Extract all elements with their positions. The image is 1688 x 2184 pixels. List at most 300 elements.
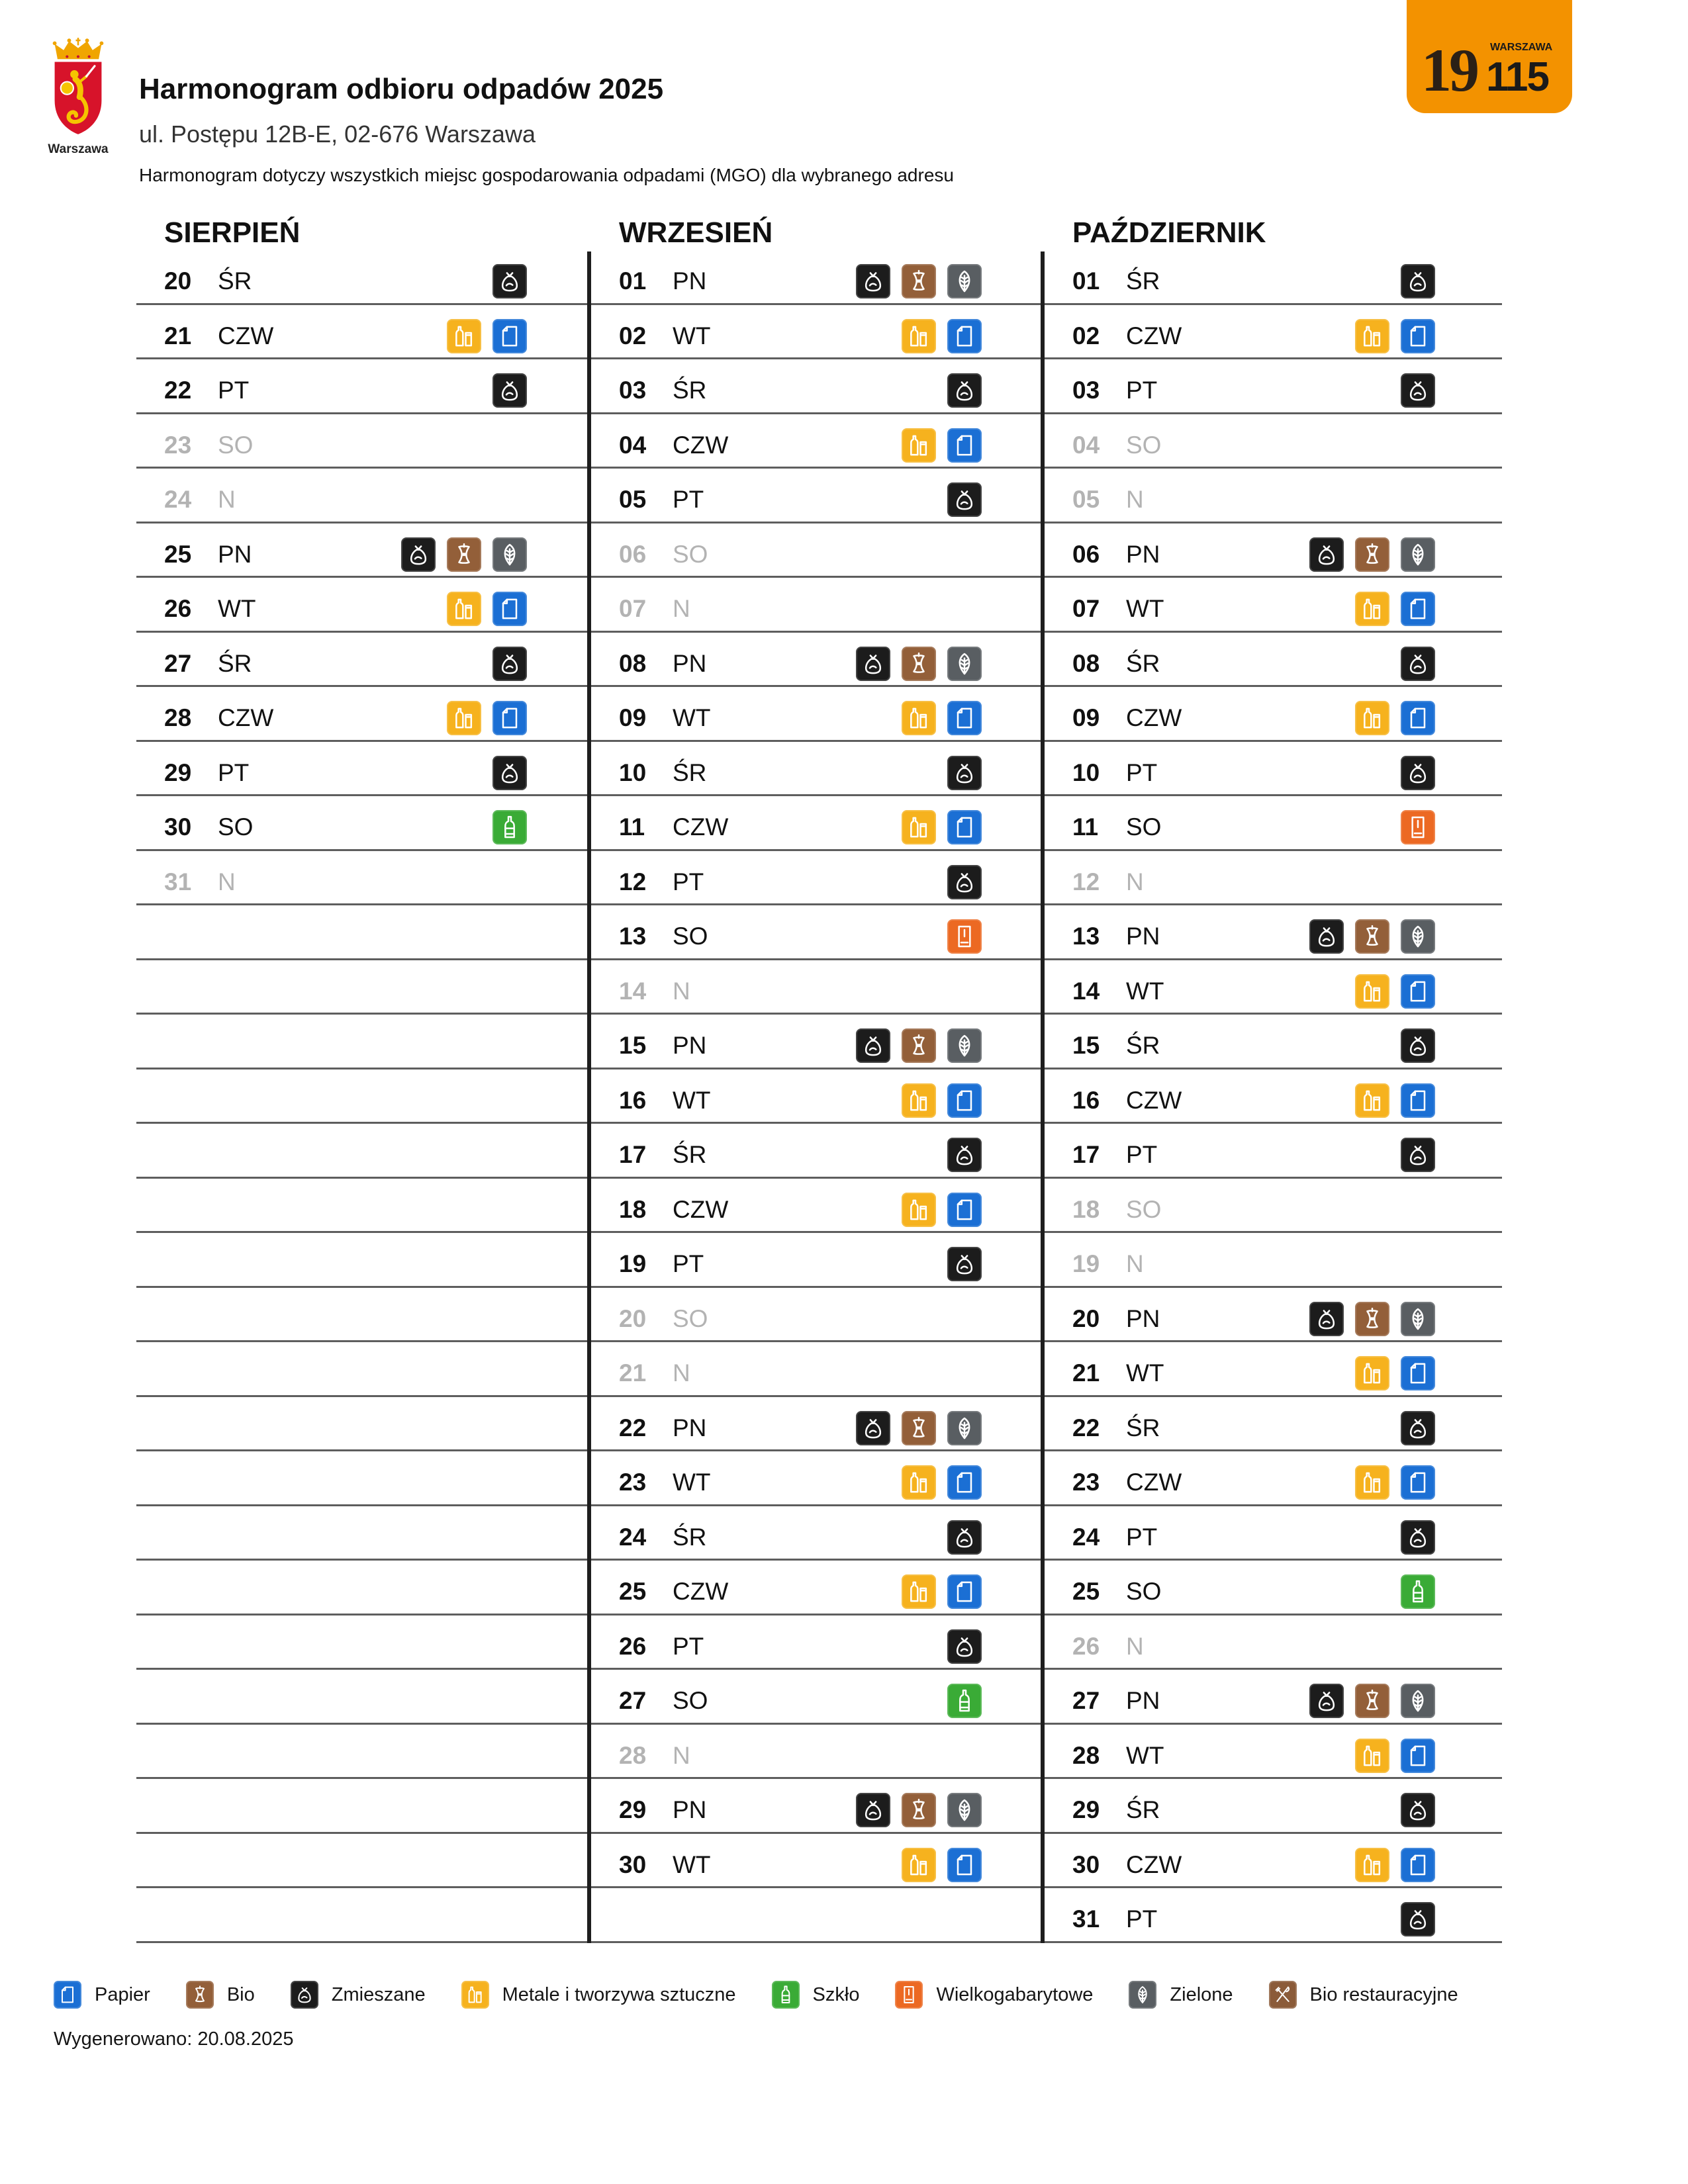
legend-item — [1129, 1981, 1233, 2009]
legend-item — [291, 1981, 426, 2009]
weekday-label: ŚR — [218, 649, 252, 677]
day-row — [1045, 1015, 1502, 1069]
day-number: 05 — [1072, 486, 1100, 513]
day-number: 27 — [1072, 1687, 1100, 1714]
collection-icons — [1045, 537, 1435, 572]
weekday-label: N — [1126, 868, 1144, 895]
weekday-label: SO — [673, 923, 708, 950]
badge-prefix: 19 — [1421, 36, 1477, 104]
day-row — [1045, 469, 1502, 523]
leaf-icon — [1129, 1981, 1156, 2009]
weekday-label: SO — [1126, 1578, 1162, 1605]
empty-row — [136, 1888, 588, 1943]
column-divider — [587, 251, 591, 1943]
day-number: 23 — [619, 1469, 647, 1496]
legend-label: Bio — [226, 1984, 255, 2005]
day-number: 01 — [619, 267, 647, 295]
weekday-label: WT — [1126, 595, 1164, 622]
empty-row — [136, 1124, 588, 1179]
paper-sheet-icon — [947, 1193, 982, 1227]
weekday-label: WT — [1126, 977, 1164, 1005]
day-row — [591, 1179, 1041, 1234]
bottle-and-can-icon — [902, 1083, 936, 1118]
bottle-and-can-icon — [447, 319, 481, 353]
trash-bag-icon — [856, 647, 890, 681]
day-number: 20 — [619, 1304, 647, 1332]
bottle-and-can-icon — [1355, 974, 1389, 1009]
address: ul. Postępu 12B-E, 02-676 Warszawa — [139, 120, 536, 148]
apple-core-icon — [1355, 1684, 1389, 1718]
day-row — [136, 359, 588, 414]
collection-icons — [1045, 756, 1435, 790]
day-number: 18 — [619, 1195, 647, 1223]
day-number: 30 — [164, 813, 192, 841]
weekday-label: N — [673, 977, 690, 1005]
day-row — [1045, 905, 1502, 960]
empty-row — [136, 1233, 588, 1288]
weekday-label: PN — [673, 267, 707, 295]
weekday-label: PT — [1126, 758, 1158, 786]
day-row — [591, 1124, 1041, 1179]
trash-bag-icon — [1401, 264, 1435, 298]
weekday-label: WT — [673, 1469, 711, 1496]
day-number: 25 — [619, 1578, 647, 1605]
paper-sheet-icon — [947, 1574, 982, 1609]
paper-sheet-icon — [947, 810, 982, 844]
waste-type-legend — [54, 1981, 1458, 2009]
day-list — [1045, 250, 1502, 1943]
empty-row — [136, 1342, 588, 1397]
trash-bag-icon — [1309, 1302, 1344, 1336]
collection-icons — [1045, 810, 1435, 844]
weekday-label: CZW — [1126, 322, 1182, 349]
day-row — [1045, 687, 1502, 742]
day-row — [591, 960, 1041, 1015]
weekday-label: PT — [1126, 377, 1158, 404]
day-row — [1045, 1506, 1502, 1561]
weekday-label: CZW — [673, 431, 729, 459]
weekday-label: ŚR — [1126, 1414, 1160, 1441]
legend-item — [186, 1981, 255, 2009]
day-row — [1045, 1342, 1502, 1397]
day-number: 18 — [1072, 1195, 1100, 1223]
bottle-and-can-icon — [1355, 701, 1389, 735]
day-number: 31 — [164, 868, 192, 895]
trash-bag-icon — [401, 537, 436, 572]
collection-icons — [591, 756, 982, 790]
day-row — [1045, 1888, 1502, 1943]
collection-icons — [591, 1793, 982, 1827]
paper-sheet-icon — [1401, 592, 1435, 626]
weekday-label: PT — [673, 486, 704, 513]
schedule-note: Harmonogram dotyczy wszystkich miejsc gospodarowania odpadami (MGO) dla wybranego adresu — [139, 165, 954, 185]
paper-sheet-icon — [1401, 701, 1435, 735]
wardrobe-icon — [895, 1981, 923, 2009]
weekday-label: CZW — [218, 704, 274, 731]
bottle-and-can-icon — [1355, 1739, 1389, 1773]
paper-sheet-icon — [947, 428, 982, 463]
paper-sheet-icon — [947, 1465, 982, 1500]
day-row — [591, 578, 1041, 633]
trash-bag-icon — [492, 264, 527, 298]
day-number: 16 — [619, 1086, 647, 1114]
day-row — [1045, 1233, 1502, 1288]
month-column-wrzesien — [591, 205, 1041, 1943]
day-row — [591, 1451, 1041, 1506]
empty-row — [136, 1451, 588, 1506]
collection-icons — [591, 865, 982, 899]
day-number: 24 — [619, 1523, 647, 1551]
day-row — [136, 687, 588, 742]
collection-icons — [1045, 1574, 1435, 1609]
day-row — [1045, 523, 1502, 578]
day-number: 30 — [619, 1850, 647, 1878]
apple-core-icon — [902, 1411, 936, 1445]
weekday-label: PN — [1126, 540, 1160, 568]
trash-bag-icon — [947, 1247, 982, 1281]
collection-icons — [591, 1574, 982, 1609]
collection-icons — [1045, 373, 1435, 408]
bottle-and-can-icon — [1355, 1356, 1389, 1390]
collection-icons — [1045, 1411, 1435, 1445]
empty-row — [136, 1179, 588, 1234]
bottle-and-can-icon — [902, 1193, 936, 1227]
day-row — [1045, 359, 1502, 414]
bottle-and-can-icon — [1355, 592, 1389, 626]
bottle-and-can-icon — [902, 1465, 936, 1500]
day-number: 20 — [1072, 1304, 1100, 1332]
day-row — [591, 851, 1041, 906]
collection-icons — [591, 428, 982, 463]
weekday-label: CZW — [673, 1578, 729, 1605]
day-row — [1045, 1451, 1502, 1506]
day-row — [1045, 1834, 1502, 1889]
legend-item — [772, 1981, 860, 2009]
bottle-and-can-icon — [902, 428, 936, 463]
day-row — [591, 1779, 1041, 1834]
month-column-pazdziernik — [1045, 205, 1502, 1943]
warsaw-coat-of-arms-logo — [46, 37, 110, 156]
day-row — [136, 742, 588, 797]
day-number: 19 — [619, 1250, 647, 1277]
paper-sheet-icon — [1401, 1848, 1435, 1882]
weekday-label: PN — [1126, 923, 1160, 950]
weekday-label: ŚR — [1126, 1032, 1160, 1059]
trash-bag-icon — [1401, 373, 1435, 408]
day-number: 21 — [164, 322, 192, 349]
leaf-icon — [947, 1411, 982, 1445]
weekday-label: PN — [218, 540, 252, 568]
day-row — [1045, 414, 1502, 469]
collection-icons — [1045, 1465, 1435, 1500]
apple-core-icon — [186, 1981, 214, 2009]
collection-icons — [1045, 1848, 1435, 1882]
day-number: 14 — [1072, 977, 1100, 1005]
day-number: 13 — [619, 923, 647, 950]
empty-row — [136, 1670, 588, 1725]
trash-bag-icon — [856, 264, 890, 298]
collection-icons — [591, 1193, 982, 1227]
collection-icons — [1045, 1356, 1435, 1390]
day-number: 10 — [619, 758, 647, 786]
collection-icons — [591, 482, 982, 517]
day-number: 02 — [1072, 322, 1100, 349]
collection-icons — [1045, 319, 1435, 353]
trash-bag-icon — [947, 1629, 982, 1664]
weekday-label: CZW — [1126, 1850, 1182, 1878]
apple-core-icon — [1355, 537, 1389, 572]
empty-row — [136, 905, 588, 960]
weekday-label: WT — [673, 322, 711, 349]
day-number: 26 — [1072, 1632, 1100, 1660]
collection-icons — [1045, 1520, 1435, 1555]
paper-sheet-icon — [492, 701, 527, 735]
day-row — [591, 1397, 1041, 1452]
day-number: 09 — [619, 704, 647, 731]
collection-icons — [1045, 1083, 1435, 1118]
day-number: 11 — [1072, 813, 1099, 841]
day-number: 30 — [1072, 1850, 1100, 1878]
day-row — [591, 359, 1041, 414]
weekday-label: SO — [673, 1304, 708, 1332]
bottle-and-can-icon — [1355, 319, 1389, 353]
weekday-label: ŚR — [673, 758, 707, 786]
weekday-label: PT — [1126, 1905, 1158, 1933]
empty-row — [136, 1288, 588, 1343]
weekday-label: ŚR — [1126, 267, 1160, 295]
empty-row — [136, 1561, 588, 1615]
trash-bag-icon — [947, 865, 982, 899]
day-row — [591, 469, 1041, 523]
weekday-label: PT — [673, 1632, 704, 1660]
collection-icons — [136, 647, 527, 681]
apple-core-icon — [902, 264, 936, 298]
legend-label: Wielkogabarytowe — [936, 1984, 1094, 2005]
day-number: 05 — [619, 486, 647, 513]
apple-core-icon — [447, 537, 481, 572]
day-row — [591, 1561, 1041, 1615]
collection-icons — [591, 1411, 982, 1445]
day-number: 03 — [1072, 377, 1100, 404]
month-header: SIERPIEŃ — [164, 216, 301, 249]
empty-row — [136, 1506, 588, 1561]
day-row — [591, 905, 1041, 960]
weekday-label: N — [218, 868, 236, 895]
weekday-label: PN — [1126, 1304, 1160, 1332]
empty-row — [136, 1834, 588, 1889]
trash-bag-icon — [291, 1981, 318, 2009]
day-number: 12 — [1072, 868, 1100, 895]
legend-item — [461, 1981, 736, 2009]
collection-icons — [591, 1247, 982, 1281]
empty-row — [591, 1888, 1041, 1943]
day-number: 17 — [1072, 1141, 1100, 1168]
mermaid-crest-icon — [49, 37, 107, 136]
trash-bag-icon — [1309, 919, 1344, 954]
day-number: 27 — [164, 649, 192, 677]
legend-item — [895, 1981, 1093, 2009]
weekday-label: PN — [673, 1032, 707, 1059]
day-number: 27 — [619, 1687, 647, 1714]
collection-icons — [591, 1465, 982, 1500]
day-number: 08 — [1072, 649, 1100, 677]
trash-bag-icon — [1401, 1793, 1435, 1827]
day-row — [591, 742, 1041, 797]
day-row — [136, 250, 588, 305]
collection-icons — [136, 701, 527, 735]
weekday-label: N — [673, 1359, 690, 1387]
collection-icons — [591, 1629, 982, 1664]
collection-icons — [591, 1848, 982, 1882]
legend-label: Metale i tworzywa sztuczne — [502, 1984, 736, 2005]
collection-icons — [136, 319, 527, 353]
bottle-and-can-icon — [902, 1848, 936, 1882]
day-list — [136, 250, 588, 1943]
day-number: 19 — [1072, 1250, 1100, 1277]
day-number: 07 — [619, 595, 647, 622]
day-row — [591, 523, 1041, 578]
weekday-label: WT — [1126, 1359, 1164, 1387]
generated-date: Wygenerowano: 20.08.2025 — [54, 2028, 294, 2050]
paper-sheet-icon — [1401, 1356, 1435, 1390]
legend-label: Bio restauracyjne — [1309, 1984, 1458, 2005]
bottle-and-can-icon — [1355, 1848, 1389, 1882]
trash-bag-icon — [856, 1028, 890, 1063]
weekday-label: ŚR — [673, 377, 707, 404]
weekday-label: WT — [673, 704, 711, 731]
day-row — [591, 1069, 1041, 1124]
weekday-label: SO — [673, 540, 708, 568]
day-row — [1045, 1069, 1502, 1124]
weekday-label: WT — [218, 595, 256, 622]
logo-text: Warszawa — [48, 142, 109, 156]
day-number: 02 — [619, 322, 647, 349]
collection-icons — [1045, 974, 1435, 1009]
leaf-icon — [947, 1028, 982, 1063]
weekday-label: SO — [1126, 813, 1162, 841]
paper-sheet-icon — [492, 319, 527, 353]
day-row — [591, 1615, 1041, 1670]
day-number: 22 — [164, 377, 192, 404]
weekday-label: PN — [673, 649, 707, 677]
fork-and-knife-icon — [1269, 1981, 1297, 2009]
collection-icons — [591, 319, 982, 353]
legend-label: Szkło — [812, 1984, 860, 2005]
collection-icons — [1045, 919, 1435, 954]
trash-bag-icon — [947, 756, 982, 790]
warszawa-19115-badge — [1407, 0, 1572, 113]
day-row — [1045, 1779, 1502, 1834]
day-number: 25 — [164, 540, 192, 568]
day-row — [591, 414, 1041, 469]
weekday-label: N — [673, 595, 690, 622]
bottle-and-can-icon — [461, 1981, 489, 2009]
trash-bag-icon — [856, 1793, 890, 1827]
day-number: 12 — [619, 868, 647, 895]
day-number: 29 — [164, 758, 192, 786]
day-number: 21 — [1072, 1359, 1100, 1387]
empty-row — [136, 1015, 588, 1069]
collection-icons — [1045, 1302, 1435, 1336]
badge-label: WARSZAWA — [1490, 42, 1553, 53]
trash-bag-icon — [492, 756, 527, 790]
collection-icons — [136, 592, 527, 626]
leaf-icon — [1401, 1302, 1435, 1336]
collection-icons — [591, 701, 982, 735]
paper-sheet-icon — [947, 319, 982, 353]
weekday-label: ŚR — [673, 1523, 707, 1551]
day-number: 03 — [619, 377, 647, 404]
collection-icons — [1045, 1028, 1435, 1063]
day-row — [1045, 578, 1502, 633]
bottle-and-can-icon — [902, 1574, 936, 1609]
wardrobe-icon — [947, 919, 982, 954]
day-row — [591, 1670, 1041, 1725]
bottle-and-can-icon — [447, 592, 481, 626]
day-row — [1045, 851, 1502, 906]
day-row — [1045, 1615, 1502, 1670]
page-title: Harmonogram odbioru odpadów 2025 — [139, 73, 664, 105]
weekday-label: SO — [1126, 1195, 1162, 1223]
trash-bag-icon — [1401, 756, 1435, 790]
trash-bag-icon — [1401, 1520, 1435, 1555]
day-row — [136, 305, 588, 360]
collection-icons — [1045, 701, 1435, 735]
bottle-and-can-icon — [1355, 1083, 1389, 1118]
weekday-label: PT — [1126, 1523, 1158, 1551]
empty-row — [136, 960, 588, 1015]
weekday-label: WT — [1126, 1741, 1164, 1769]
apple-core-icon — [902, 1793, 936, 1827]
collection-icons — [591, 1520, 982, 1555]
day-row — [591, 1015, 1041, 1069]
apple-core-icon — [1355, 1302, 1389, 1336]
legend-label: Zielone — [1170, 1984, 1233, 2005]
day-number: 24 — [164, 486, 192, 513]
day-number: 31 — [1072, 1905, 1100, 1933]
collection-icons — [591, 1138, 982, 1172]
weekday-label: CZW — [673, 813, 729, 841]
trash-bag-icon — [1401, 1028, 1435, 1063]
paper-sheet-icon — [947, 701, 982, 735]
month-column-sierpien — [136, 205, 588, 1943]
day-number: 06 — [1072, 540, 1100, 568]
collection-icons — [591, 1083, 982, 1118]
day-row — [136, 469, 588, 523]
day-number: 13 — [1072, 923, 1100, 950]
paper-sheet-icon — [1401, 974, 1435, 1009]
weekday-label: SO — [673, 1687, 708, 1714]
paper-sheet-icon — [1401, 1083, 1435, 1118]
collection-icons — [136, 756, 527, 790]
leaf-icon — [1401, 1684, 1435, 1718]
collection-icons — [136, 373, 527, 408]
day-row — [591, 1506, 1041, 1561]
weekday-label: CZW — [1126, 1469, 1182, 1496]
day-number: 22 — [1072, 1414, 1100, 1441]
weekday-label: N — [673, 1741, 690, 1769]
collection-icons — [591, 647, 982, 681]
weekday-label: WT — [673, 1086, 711, 1114]
apple-core-icon — [902, 647, 936, 681]
day-row — [1045, 1725, 1502, 1780]
day-row — [591, 1288, 1041, 1343]
day-number: 28 — [1072, 1741, 1100, 1769]
weekday-label: PT — [673, 1250, 704, 1277]
collection-icons — [1045, 264, 1435, 298]
empty-row — [136, 1615, 588, 1670]
weekday-label: N — [1126, 486, 1144, 513]
